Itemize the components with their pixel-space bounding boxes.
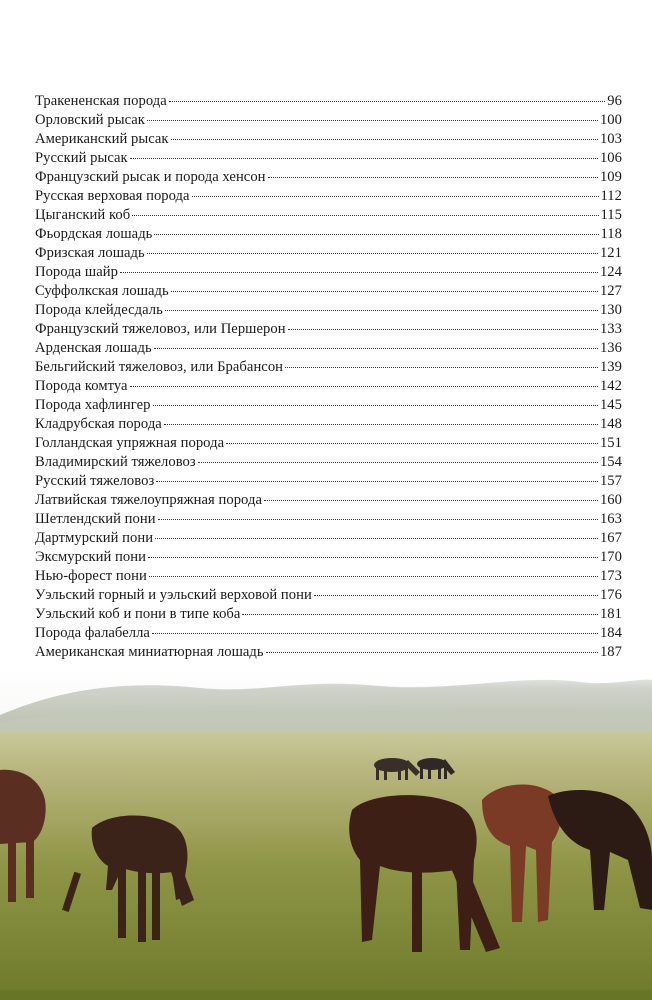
toc-entry: [35, 130, 622, 149]
toc-entry-page: 124: [599, 264, 622, 280]
toc-entry: [35, 339, 622, 358]
dot-leader: [147, 253, 598, 254]
toc-entry-page: 106: [599, 150, 622, 166]
toc-entry-page: 170: [599, 549, 622, 565]
dot-leader: [226, 443, 598, 444]
toc-entry-title: Французский тяжеловоз, или Першерон: [35, 321, 286, 337]
toc-entry-page: 121: [599, 245, 622, 261]
toc-entry-page: 167: [599, 530, 622, 546]
toc-entry-page: 127: [599, 283, 622, 299]
dot-leader: [165, 310, 598, 311]
toc-entry-title: Суффолкская лошадь: [35, 283, 169, 299]
toc-entry: [35, 358, 622, 377]
toc-entry: [35, 282, 622, 301]
dot-leader: [198, 462, 598, 463]
toc-entry: [35, 92, 622, 111]
dot-leader: [314, 595, 598, 596]
toc-entry: [35, 301, 622, 320]
dot-leader: [147, 120, 598, 121]
toc-entry: [35, 605, 622, 624]
toc-entry-page: 173: [599, 568, 622, 584]
toc-entry: [35, 472, 622, 491]
toc-entry: [35, 187, 622, 206]
dot-leader: [154, 348, 598, 349]
toc-entry-title: Фьордская лошадь: [35, 226, 153, 242]
toc-entry-page: 154: [599, 454, 622, 470]
toc-entry: [35, 624, 622, 643]
toc-entry-title: Владимирский тяжеловоз: [35, 454, 196, 470]
toc-entry-page: 118: [600, 226, 622, 242]
toc-entry-title: Русский тяжеловоз: [35, 473, 155, 489]
toc-entry: [35, 149, 622, 168]
dot-leader: [285, 367, 598, 368]
dot-leader: [171, 139, 598, 140]
toc-entry: [35, 396, 622, 415]
dot-leader: [130, 386, 598, 387]
toc-entry-page: 96: [607, 93, 622, 109]
toc-entry: [35, 415, 622, 434]
toc-entry-page: 103: [599, 131, 622, 147]
dot-leader: [264, 500, 598, 501]
dot-leader: [155, 538, 598, 539]
table-of-contents: [35, 92, 622, 662]
toc-entry-title: Цыганский коб: [35, 207, 131, 223]
toc-entry-title: Порода комтуа: [35, 378, 128, 394]
toc-entry: [35, 491, 622, 510]
steppe-horses-photo: [0, 660, 652, 1000]
toc-entry-title: Эксмурский пони: [35, 549, 146, 565]
toc-entry-page: 145: [599, 397, 622, 413]
toc-entry-title: Порода клейдесдаль: [35, 302, 163, 318]
toc-entry-title: Бельгийский тяжеловоз, или Брабансон: [35, 359, 284, 375]
toc-entry-title: Нью-форест пони: [35, 568, 147, 584]
toc-entry-page: 136: [599, 340, 622, 356]
dot-leader: [169, 101, 606, 102]
dot-leader: [156, 481, 598, 482]
toc-entry-title: Голландская упряжная порода: [35, 435, 225, 451]
toc-entry: [35, 244, 622, 263]
toc-entry: [35, 320, 622, 339]
toc-entry-page: 130: [599, 302, 622, 318]
dot-leader: [164, 424, 598, 425]
toc-entry-page: 184: [599, 625, 622, 641]
toc-entry-page: 109: [599, 169, 622, 185]
toc-entry-page: 112: [600, 188, 622, 204]
toc-entry-page: 187: [599, 644, 622, 660]
toc-entry-title: Американский рысак: [35, 131, 169, 147]
toc-entry: [35, 434, 622, 453]
toc-entry-page: 160: [599, 492, 622, 508]
toc-entry-title: Уэльский горный и уэльский верховой пони: [35, 587, 312, 603]
toc-entry-page: 142: [599, 378, 622, 394]
dot-leader: [192, 196, 599, 197]
toc-entry: [35, 225, 622, 244]
toc-entry-page: 176: [599, 587, 622, 603]
toc-entry-title: Русский рысак: [35, 150, 128, 166]
toc-entry: [35, 567, 622, 586]
toc-entry: [35, 263, 622, 282]
toc-entry-page: 148: [599, 416, 622, 432]
toc-entry-title: Русская верховая порода: [35, 188, 190, 204]
dot-leader: [148, 557, 598, 558]
toc-entry: [35, 510, 622, 529]
dot-leader: [154, 234, 598, 235]
toc-entry-title: Французский рысак и порода хенсон: [35, 169, 266, 185]
toc-entry-page: 157: [599, 473, 622, 489]
dot-leader: [242, 614, 598, 615]
dot-leader: [288, 329, 598, 330]
toc-entry: [35, 206, 622, 225]
dot-leader: [132, 215, 598, 216]
toc-entry-title: Уэльский коб и пони в типе коба: [35, 606, 241, 622]
dot-leader: [120, 272, 598, 273]
dot-leader: [130, 158, 598, 159]
toc-entry: [35, 168, 622, 187]
toc-entry-title: Американская миниатюрная лошадь: [35, 644, 264, 660]
dot-leader: [149, 576, 598, 577]
dot-leader: [153, 405, 598, 406]
toc-entry: [35, 529, 622, 548]
toc-entry: [35, 548, 622, 567]
toc-entry-title: Латвийская тяжелоупряжная порода: [35, 492, 262, 508]
toc-entry-title: Тракененская порода: [35, 93, 167, 109]
toc-entry-page: 181: [599, 606, 622, 622]
toc-entry: [35, 377, 622, 396]
dot-leader: [171, 291, 598, 292]
toc-entry-page: 151: [599, 435, 622, 451]
toc-entry-title: Порода хафлингер: [35, 397, 151, 413]
toc-entry-page: 115: [600, 207, 622, 223]
toc-entry-title: Порода фалабелла: [35, 625, 150, 641]
toc-entry-title: Орловский рысак: [35, 112, 145, 128]
dot-leader: [268, 177, 598, 178]
toc-entry: [35, 111, 622, 130]
toc-entry-title: Шетлендский пони: [35, 511, 156, 527]
dot-leader: [266, 652, 598, 653]
toc-entry-page: 139: [599, 359, 622, 375]
toc-entry-title: Дартмурский пони: [35, 530, 154, 546]
toc-entry-title: Кладрубская порода: [35, 416, 162, 432]
dot-leader: [152, 633, 598, 634]
toc-entry-title: Фризская лошадь: [35, 245, 145, 261]
toc-entry-title: Порода шайр: [35, 264, 118, 280]
toc-entry-page: 100: [599, 112, 622, 128]
toc-entry: [35, 586, 622, 605]
toc-entry-page: 163: [599, 511, 622, 527]
dot-leader: [158, 519, 598, 520]
toc-entry-title: Арденская лошадь: [35, 340, 152, 356]
toc-entry: [35, 453, 622, 472]
toc-entry-page: 133: [599, 321, 622, 337]
